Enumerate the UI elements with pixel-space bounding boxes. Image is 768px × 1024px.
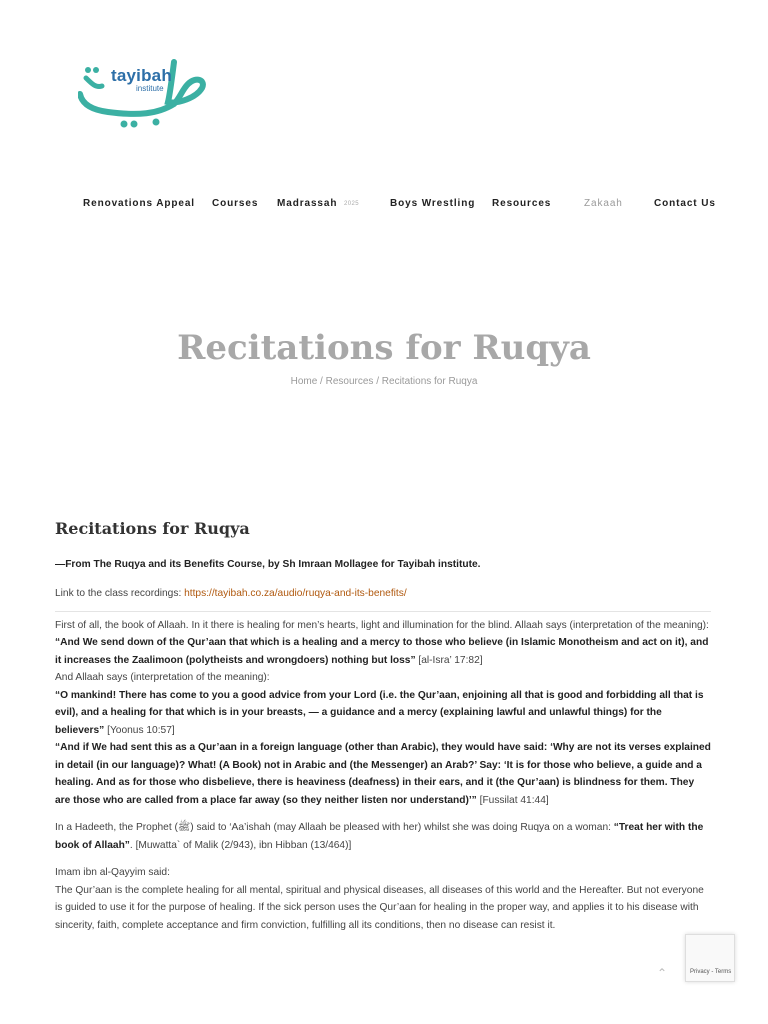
verse-text: “And if We had sent this as a Qur’aan in a foreign language (other than Arabic), they would have said: ‘Why are not its verses explained in detail (in our language)? What! (A Book) not in Arabic and (the Messenger) an Arab?’ Say: ‘It is for those who believe, a guide and a healing. And as for those who disbelieve, there is heaviness (deafness) in their ears, and it (the Qur’aan) is blindness for them. They are those who are called from a place far away (so they neither listen nor understand)’”: [55, 742, 711, 806]
recaptcha-badge[interactable]: [685, 934, 735, 982]
verse-quote-1: [55, 634, 711, 669]
logo-name: tayibah: [111, 66, 172, 85]
qayyim-paragraph: The Qur’aan is the complete healing for all mental, spiritual and physical diseases, all diseases of this world and the Hereafter. But not everyone is guided to use it for the purpose of healing. If the sick person uses the Qur’aan for healing in the proper way, and applies it to his disease with sincerity, faith, complete acceptance and firm conviction, fulfilling all its conditions, then no disease can resist it.: [55, 884, 704, 931]
divider: [55, 611, 711, 612]
scroll-to-top-icon[interactable]: ⌃: [657, 966, 668, 980]
article-content: [55, 520, 711, 934]
breadcrumb: [0, 376, 768, 387]
nav-resources[interactable]: Resources: [492, 198, 552, 209]
verse-quote-2: [55, 687, 711, 740]
nav-renovations-appeal[interactable]: Renovations Appeal: [83, 198, 195, 209]
verse-text: “And We send down of the Qur’aan that which is a healing and a mercy to those who believe (in Islamic Monotheism and act on it), and it increases the Zaalimoon (polytheists and wrongdoers) nothing but loss”: [55, 637, 709, 666]
hadith-quote: “Treat her with the book of Allaah”: [55, 822, 704, 851]
recaptcha-privacy-terms[interactable]: Privacy - Terms: [690, 969, 732, 975]
breadcrumb-resources[interactable]: Resources: [325, 376, 374, 387]
verse-text: “O mankind! There has come to you a good advice from your Lord (i.e. the Qur’aan, enjoining all that is good and forbidding all that is evil), and a healing for that which is in your breasts, — a guidance and a mercy (explaining lawful and unlawful things) for the believers”: [55, 689, 704, 736]
nav-contact-us[interactable]: Contact Us: [654, 198, 716, 209]
hadith-paragraph: [55, 819, 711, 854]
breadcrumb-separator: /: [373, 376, 382, 387]
site-logo[interactable]: [78, 58, 208, 130]
interpretation-line: And Allaah says (interpretation of the meaning):: [55, 672, 270, 683]
logo-subtitle: institute: [136, 84, 164, 93]
recordings-link[interactable]: https://tayibah.co.za/audio/ruqya-and-its-benefits/: [184, 588, 407, 599]
main-navigation: [0, 198, 768, 212]
recordings-label: Link to the class recordings:: [55, 588, 185, 599]
nav-zakaah[interactable]: Zakaah: [584, 198, 623, 209]
page-title: Recitations for Ruqya: [177, 328, 591, 368]
intro-paragraph: First of all, the book of Allaah. In it there is healing for men’s hearts, light and illumination for the blind. Allaah says (interpretation of the meaning):: [55, 619, 709, 631]
recordings-line: [55, 585, 711, 603]
article-heading: Recitations for Ruqya: [55, 519, 250, 538]
hadith-text: In a Hadeeth, the Prophet (ﷺ) said to ‘Aa’ishah (may Allaah be pleased with her) whilst she was doing Ruqya on a woman:: [55, 822, 614, 833]
qayyim-intro: Imam ibn al-Qayyim said:: [55, 867, 170, 878]
nav-madrassah-badge: 2025: [344, 201, 359, 207]
nav-madrassah[interactable]: Madrassah: [277, 198, 338, 209]
breadcrumb-home[interactable]: Home: [290, 376, 318, 387]
breadcrumb-separator: /: [317, 376, 326, 387]
verse-reference: [Yoonus 10:57]: [104, 724, 175, 736]
verse-quote-3: [55, 739, 711, 809]
breadcrumb-current: Recitations for Ruqya: [381, 376, 478, 387]
nav-courses[interactable]: Courses: [212, 198, 259, 209]
hadith-reference: . [Muwatta` of Malik (2/943), ibn Hibban (13/464)]: [129, 839, 352, 851]
verse-reference: [al-Isra’ 17:82]: [415, 654, 483, 666]
article-byline: —From The Ruqya and its Benefits Course, by Sh Imraan Mollagee for Tayibah institute.: [55, 558, 481, 570]
nav-boys-wrestling[interactable]: Boys Wrestling: [390, 198, 476, 209]
verse-reference: [Fussilat 41:44]: [476, 794, 549, 806]
